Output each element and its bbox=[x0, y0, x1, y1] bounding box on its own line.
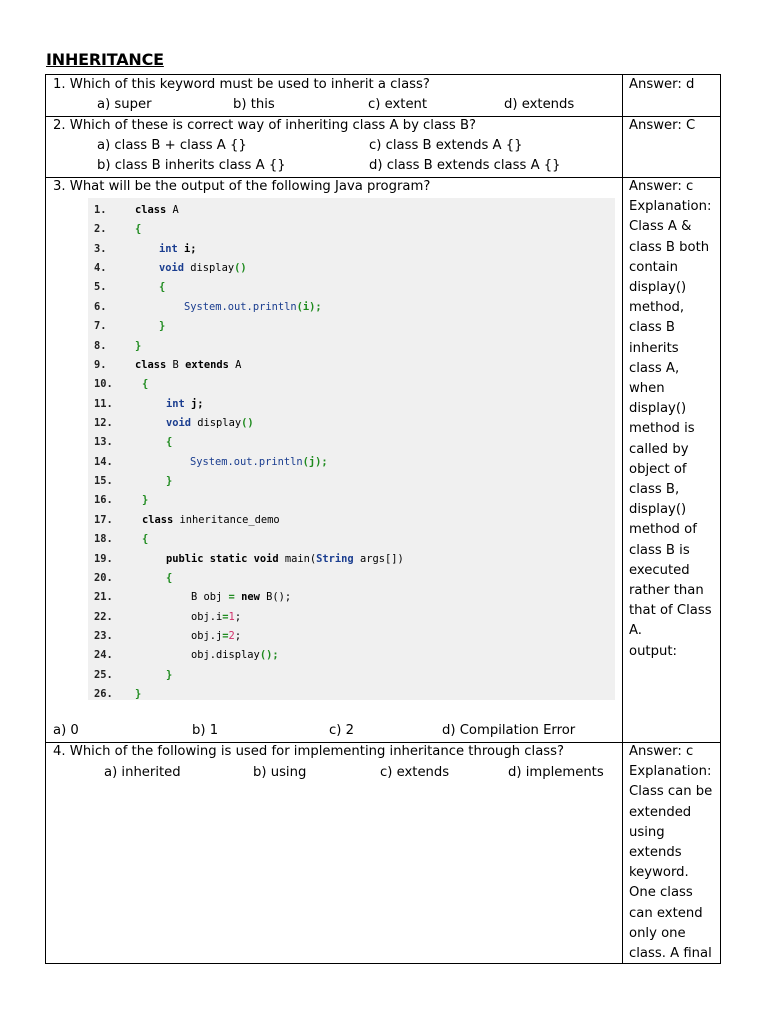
code-line-2: { bbox=[135, 223, 142, 235]
question-3-option-d: d) Compilation Error bbox=[442, 723, 576, 738]
code-line-18: { bbox=[142, 533, 149, 545]
question-2-option-a: a) class B + class A {} bbox=[97, 138, 247, 153]
code-line-number: 7. bbox=[94, 320, 107, 332]
answer-line: One class bbox=[629, 885, 693, 901]
question-1-option-d: d) extends bbox=[504, 97, 575, 112]
answer-line: Answer: c bbox=[629, 179, 694, 194]
answer-line: Explanation: bbox=[629, 199, 712, 215]
code-line-number: 13. bbox=[94, 436, 113, 448]
code-line-6: System.out.println(i); bbox=[184, 301, 322, 313]
answer-line: extended bbox=[629, 804, 692, 820]
question-1-option-c: c) extent bbox=[368, 97, 428, 112]
row-divider-2 bbox=[45, 177, 721, 178]
code-line-23: obj.j=2; bbox=[191, 630, 242, 642]
row-divider-3 bbox=[45, 742, 721, 743]
question-4-option-d: d) implements bbox=[508, 765, 604, 780]
answer-line: using bbox=[629, 824, 665, 840]
code-line-12: void display() bbox=[166, 417, 254, 429]
code-line-number: 10. bbox=[94, 378, 113, 390]
answer-line: method is bbox=[629, 421, 695, 437]
code-line-10: { bbox=[142, 378, 149, 390]
code-line-number: 12. bbox=[94, 417, 113, 429]
answer-line: class B both bbox=[629, 239, 710, 255]
answer-line: output: bbox=[629, 643, 677, 659]
code-line-19: public static void main(String args[]) bbox=[166, 553, 404, 565]
code-line-number: 2. bbox=[94, 223, 107, 235]
answer-line: display() bbox=[629, 502, 687, 518]
row-divider-1 bbox=[45, 116, 721, 117]
answer-line: inherits bbox=[629, 340, 679, 356]
answer-line: class A, bbox=[629, 360, 680, 376]
question-1-option-b: b) this bbox=[233, 97, 275, 112]
code-line-25: } bbox=[166, 669, 173, 681]
code-line-number: 18. bbox=[94, 533, 113, 545]
answer-line: object of bbox=[629, 461, 687, 477]
code-line-number: 1. bbox=[94, 204, 107, 216]
question-2-option-b: b) class B inherits class A {} bbox=[97, 158, 286, 173]
code-line-number: 25. bbox=[94, 669, 113, 681]
answer-line: method of bbox=[629, 522, 697, 538]
code-line-number: 20. bbox=[94, 572, 113, 584]
code-line-5: { bbox=[159, 281, 166, 293]
code-line-9: class B extends A bbox=[135, 359, 242, 371]
code-line-number: 5. bbox=[94, 281, 107, 293]
code-line-number: 6. bbox=[94, 301, 107, 313]
code-line-number: 15. bbox=[94, 475, 113, 487]
code-line-number: 9. bbox=[94, 359, 107, 371]
code-line-13: { bbox=[166, 436, 173, 448]
answer-line: keyword. bbox=[629, 865, 689, 881]
answer-line: extends bbox=[629, 845, 682, 861]
answer-line: executed bbox=[629, 562, 690, 578]
answer-line: Explanation: bbox=[629, 764, 712, 780]
question-1-text: 1. Which of this keyword must be used to inherit a class? bbox=[53, 77, 430, 92]
code-line-15: } bbox=[166, 475, 173, 487]
question-3-option-a: a) 0 bbox=[53, 723, 79, 738]
answer-column-divider bbox=[622, 74, 623, 964]
page-title: INHERITANCE bbox=[46, 50, 164, 69]
code-line-number: 22. bbox=[94, 611, 113, 623]
code-line-4: void display() bbox=[159, 262, 247, 274]
answer-line: Answer: c bbox=[629, 744, 694, 759]
question-2-option-d: d) class B extends class A {} bbox=[369, 158, 561, 173]
question-1-option-a: a) super bbox=[97, 97, 152, 112]
question-1-answer: Answer: d bbox=[629, 77, 695, 92]
question-2-answer: Answer: C bbox=[629, 118, 696, 133]
code-line-number: 17. bbox=[94, 514, 113, 526]
question-3-option-c: c) 2 bbox=[329, 723, 354, 738]
code-line-1: class A bbox=[135, 204, 179, 216]
answer-line: display() bbox=[629, 401, 687, 417]
code-line-17: class inheritance_demo bbox=[142, 514, 280, 526]
question-2-option-c: c) class B extends A {} bbox=[369, 138, 523, 153]
answer-line: class B is bbox=[629, 542, 690, 558]
code-line-number: 11. bbox=[94, 398, 113, 410]
question-4-option-a: a) inherited bbox=[104, 765, 181, 780]
answer-line: class. A final bbox=[629, 946, 712, 962]
question-2-text: 2. Which of these is correct way of inheriting class A by class B? bbox=[53, 118, 477, 133]
code-line-number: 8. bbox=[94, 340, 107, 352]
question-4-answer bbox=[629, 742, 719, 964]
code-line-21: B obj = new B(); bbox=[191, 591, 292, 603]
code-line-number: 14. bbox=[94, 456, 113, 468]
code-line-16: } bbox=[142, 494, 149, 506]
answer-line: A. bbox=[629, 623, 642, 639]
code-line-7: } bbox=[159, 320, 166, 332]
question-4-text: 4. Which of the following is used for implementing inheritance through class? bbox=[53, 744, 565, 759]
answer-line: class B, bbox=[629, 482, 680, 498]
question-4-option-b: b) using bbox=[253, 765, 307, 780]
code-line-3: int i; bbox=[159, 243, 197, 255]
answer-line: contain bbox=[629, 259, 678, 275]
question-3-text: 3. What will be the output of the following Java program? bbox=[53, 179, 431, 194]
code-line-number: 24. bbox=[94, 649, 113, 661]
answer-line: Class can be bbox=[629, 784, 713, 800]
answer-line: rather than bbox=[629, 583, 704, 599]
code-line-8: } bbox=[135, 340, 142, 352]
code-line-number: 26. bbox=[94, 688, 113, 700]
answer-line: that of Class bbox=[629, 603, 712, 619]
question-3-answer bbox=[629, 177, 719, 662]
answer-line: when bbox=[629, 381, 665, 397]
code-line-22: obj.i=1; bbox=[191, 611, 242, 623]
answer-line: class B bbox=[629, 320, 675, 336]
question-3-option-b: b) 1 bbox=[192, 723, 219, 738]
answer-line: can extend bbox=[629, 905, 703, 921]
answer-line: display() bbox=[629, 280, 687, 296]
code-line-20: { bbox=[166, 572, 173, 584]
code-line-number: 21. bbox=[94, 591, 113, 603]
answer-line: method, bbox=[629, 300, 685, 316]
code-line-11: int j; bbox=[166, 398, 204, 410]
code-line-14: System.out.println(j); bbox=[190, 456, 328, 468]
answer-line: called by bbox=[629, 441, 689, 457]
answer-line: Class A & bbox=[629, 219, 692, 235]
code-line-24: obj.display(); bbox=[191, 649, 279, 661]
answer-line: only one bbox=[629, 925, 686, 941]
code-line-number: 19. bbox=[94, 553, 113, 565]
question-4-option-c: c) extends bbox=[380, 765, 450, 780]
code-line-number: 16. bbox=[94, 494, 113, 506]
code-line-number: 23. bbox=[94, 630, 113, 642]
code-line-number: 3. bbox=[94, 243, 107, 255]
code-line-number: 4. bbox=[94, 262, 107, 274]
code-line-26: } bbox=[135, 688, 142, 700]
